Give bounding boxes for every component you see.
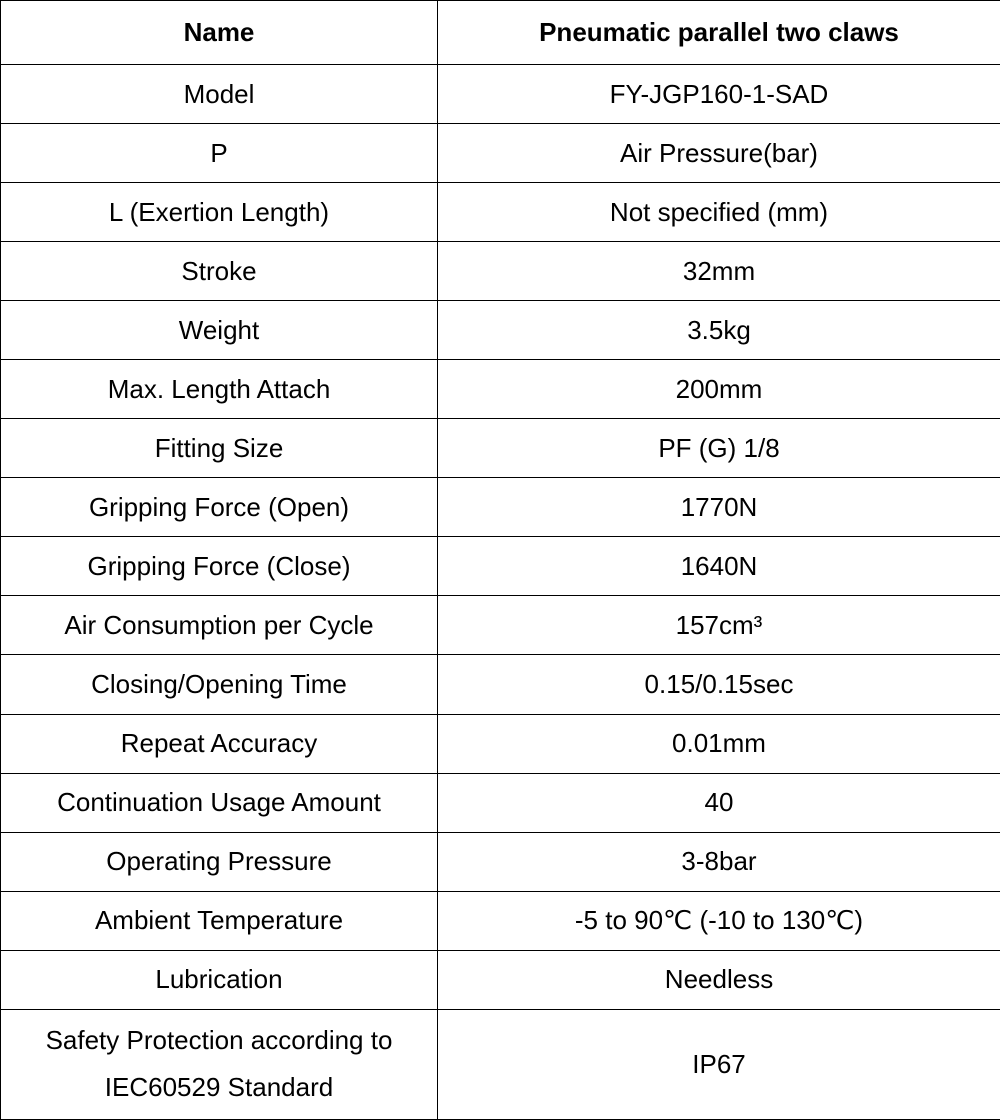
row-label: Air Consumption per Cycle xyxy=(1,596,438,655)
table-header-row xyxy=(1,1,1000,65)
row-label: P xyxy=(1,124,438,183)
row-label: Model xyxy=(1,65,438,124)
row-label: L (Exertion Length) xyxy=(1,183,438,242)
row-label: Closing/Opening Time xyxy=(1,655,438,714)
row-value: 40 xyxy=(438,773,1000,832)
table-row xyxy=(1,891,1000,950)
row-label: Continuation Usage Amount xyxy=(1,773,438,832)
table-row xyxy=(1,360,1000,419)
row-value: 1770N xyxy=(438,478,1000,537)
row-value: 157cm³ xyxy=(438,596,1000,655)
row-value: 3-8bar xyxy=(438,832,1000,891)
row-value: -5 to 90℃ (-10 to 130℃) xyxy=(438,891,1000,950)
row-value: PF (G) 1/8 xyxy=(438,419,1000,478)
row-label: Repeat Accuracy xyxy=(1,714,438,773)
row-value: IP67 xyxy=(438,1009,1000,1119)
row-value: 0.01mm xyxy=(438,714,1000,773)
table-row xyxy=(1,950,1000,1009)
table-row xyxy=(1,537,1000,596)
row-value: FY-JGP160-1-SAD xyxy=(438,65,1000,124)
header-name-cell: Name xyxy=(1,1,438,65)
row-label: Gripping Force (Open) xyxy=(1,478,438,537)
row-label: Gripping Force (Close) xyxy=(1,537,438,596)
row-value: 3.5kg xyxy=(438,301,1000,360)
row-value: Not specified (mm) xyxy=(438,183,1000,242)
row-label: Fitting Size xyxy=(1,419,438,478)
row-label: Stroke xyxy=(1,242,438,301)
table-row xyxy=(1,419,1000,478)
table-row xyxy=(1,832,1000,891)
row-value: Needless xyxy=(438,950,1000,1009)
table-row xyxy=(1,183,1000,242)
row-value: 1640N xyxy=(438,537,1000,596)
table-row xyxy=(1,242,1000,301)
table-row xyxy=(1,773,1000,832)
table-row xyxy=(1,596,1000,655)
table-row xyxy=(1,655,1000,714)
table-row xyxy=(1,1009,1000,1119)
table-row xyxy=(1,478,1000,537)
table-row xyxy=(1,65,1000,124)
table-row xyxy=(1,124,1000,183)
row-label: Ambient Temperature xyxy=(1,891,438,950)
row-label: Lubrication xyxy=(1,950,438,1009)
row-value: 32mm xyxy=(438,242,1000,301)
row-value: 0.15/0.15sec xyxy=(438,655,1000,714)
row-label: Safety Protection according to IEC60529 Standard xyxy=(1,1009,438,1119)
row-value: Air Pressure(bar) xyxy=(438,124,1000,183)
row-label: Max. Length Attach xyxy=(1,360,438,419)
row-label: Weight xyxy=(1,301,438,360)
row-label: Operating Pressure xyxy=(1,832,438,891)
header-value-cell: Pneumatic parallel two claws xyxy=(438,1,1000,65)
table-row xyxy=(1,301,1000,360)
table-row xyxy=(1,714,1000,773)
row-value: 200mm xyxy=(438,360,1000,419)
